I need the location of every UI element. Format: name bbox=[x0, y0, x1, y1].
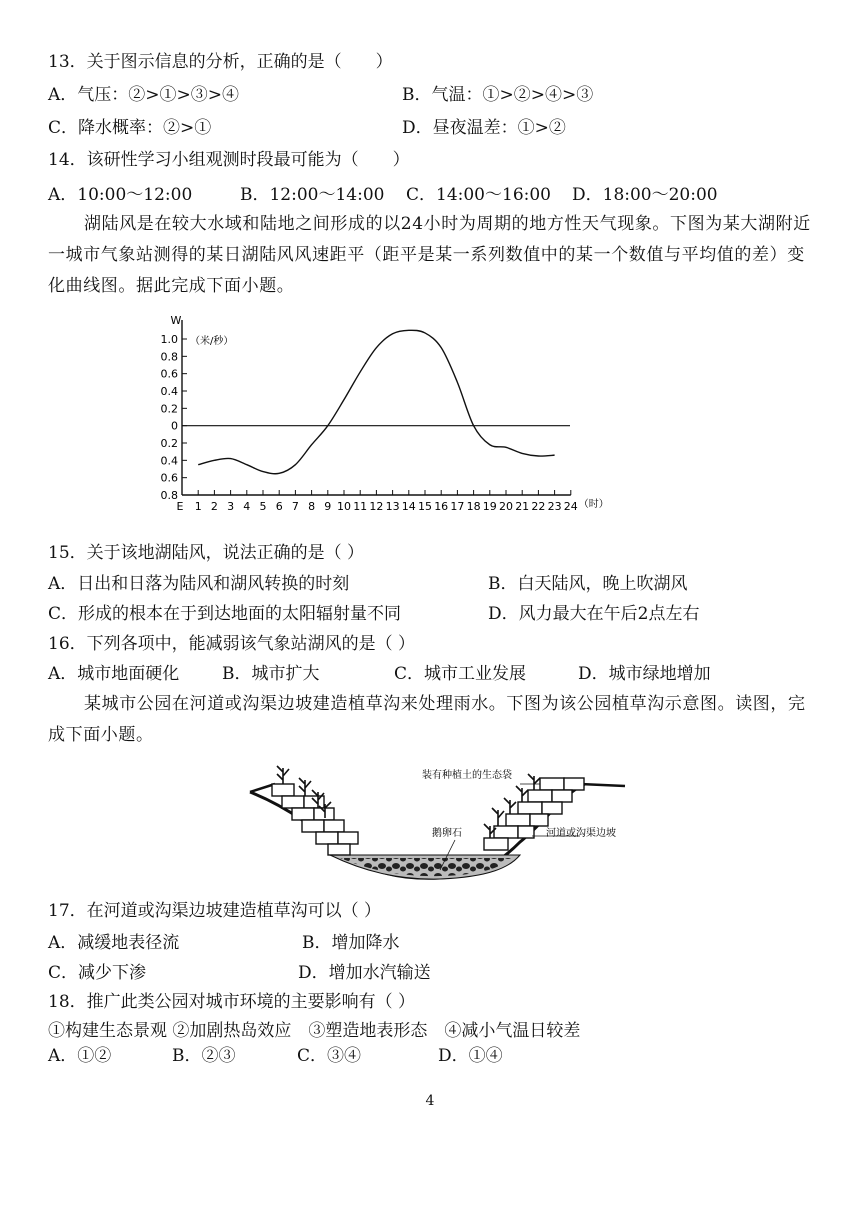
y-unit: （米/秒） bbox=[190, 336, 234, 347]
label-eco-bag: 装有种植土的生态袋 bbox=[422, 770, 512, 781]
q16-stem: 16．下列各项中，能减弱该气象站湖风的是（ ） bbox=[48, 634, 416, 654]
q15-option-a: A．日出和日落为陆风和湖风转换的时刻 bbox=[48, 574, 350, 594]
x-tick-label: 22 bbox=[531, 500, 546, 513]
q13-option-d: D．昼夜温差：①>② bbox=[402, 118, 566, 138]
q15-stem: 15．关于该地湖陆风，说法正确的是（ ） bbox=[48, 543, 365, 563]
q18-option-a: A．①② bbox=[48, 1046, 112, 1066]
q17-option-d: D．增加水汽输送 bbox=[298, 963, 431, 983]
q17-stem: 17．在河道或沟渠边坡建造植草沟可以（ ） bbox=[48, 901, 382, 921]
q13-option-a: A．气压：②>①>③>④ bbox=[48, 85, 240, 105]
x-tick-label: 10 bbox=[337, 500, 351, 513]
y-tick-label: 0 bbox=[171, 419, 178, 433]
x-tick-label: 12 bbox=[369, 500, 384, 513]
q14-option-b: B．12:00～14:00 bbox=[240, 185, 385, 205]
x-tick-label: 9 bbox=[324, 500, 332, 513]
intro-lake-land-breeze: 湖陆风是在较大水域和陆地之间形成的以24小时为周期的地方性天气现象。下图为某大湖附近一城市气象站测得的某日湖陆风风速距平（距平是某一系列数值中的某一个数值与平均值的差）变化曲线图。据此完成下面小题。 bbox=[48, 214, 811, 296]
page-number: 4 bbox=[425, 1093, 435, 1109]
x-tick-label: 23 bbox=[547, 500, 562, 513]
x-tick-label: 19 bbox=[482, 500, 497, 513]
q16-option-b: B．城市扩大 bbox=[222, 664, 320, 684]
y-tick-label: 1.0 bbox=[160, 333, 178, 346]
grass-swale-diagram bbox=[0, 762, 860, 892]
x-tick-label: 13 bbox=[385, 500, 400, 513]
left-eco-bags bbox=[272, 784, 358, 855]
q15-option-d: D．风力最大在午后2点左右 bbox=[488, 604, 700, 624]
y-tick-label: 0.4 bbox=[160, 454, 178, 468]
x-tick-label: 2 bbox=[210, 500, 218, 513]
q17-option-a: A．减缓地表径流 bbox=[48, 933, 180, 953]
x-tick-label: 6 bbox=[275, 500, 283, 513]
q17-option-b: B．增加降水 bbox=[302, 933, 400, 953]
y-tick-label: 0.8 bbox=[160, 489, 178, 502]
q13-option-b: B．气温：①>②>④>③ bbox=[402, 85, 594, 105]
x-tick-label: 17 bbox=[450, 500, 465, 513]
y-tick-label: 0.2 bbox=[160, 402, 178, 416]
q17-option-c: C．减少下渗 bbox=[48, 963, 147, 983]
label-pebbles: 鹅卵石 bbox=[432, 828, 462, 839]
wind-anomaly-series-line bbox=[198, 330, 554, 473]
x-tick-label: 3 bbox=[227, 500, 235, 513]
y-tick-label: 0.6 bbox=[160, 471, 178, 485]
x-tick-label: 7 bbox=[291, 500, 299, 513]
x-tick-label: 4 bbox=[243, 500, 251, 513]
wind-speed-anomaly-chart bbox=[0, 300, 860, 530]
x-unit: （时） bbox=[578, 499, 609, 510]
y-tick-label: 0.4 bbox=[160, 385, 178, 398]
label-slope: 河道或沟渠边坡 bbox=[546, 828, 616, 839]
x-tick-label: 5 bbox=[259, 500, 267, 513]
x-axis-name: E bbox=[176, 500, 184, 513]
x-tick-label: 20 bbox=[499, 500, 513, 513]
q15-option-b: B．白天陆风，晚上吹湖风 bbox=[488, 574, 688, 594]
y-tick-label: 0.8 bbox=[160, 350, 178, 364]
x-tick-label: 24 bbox=[563, 500, 578, 513]
x-tick-label: 21 bbox=[515, 500, 530, 513]
q18-stem: 18．推广此类公园对城市环境的主要影响有（ ） bbox=[48, 992, 416, 1012]
x-tick-label: 8 bbox=[308, 500, 316, 513]
q18-option-c: C．③④ bbox=[297, 1046, 362, 1066]
q15-option-c: C．形成的根本在于到达地面的太阳辐射量不同 bbox=[48, 604, 402, 624]
q13-option-c: C．降水概率：②>① bbox=[48, 118, 212, 138]
q18-option-d: D．①④ bbox=[438, 1046, 503, 1066]
q14-stem: 14．该研性学习小组观测时段最可能为（ ） bbox=[48, 150, 410, 170]
x-tick-label: 1 bbox=[194, 500, 202, 513]
q18-items: ①构建生态景观 ②加剧热岛效应 ③塑造地表形态 ④减小气温日较差 bbox=[48, 1021, 581, 1041]
x-tick-label: 15 bbox=[418, 500, 432, 513]
x-tick-label: 11 bbox=[353, 500, 368, 513]
q18-option-b: B．②③ bbox=[172, 1046, 236, 1066]
q14-option-d: D．18:00～20:00 bbox=[572, 185, 718, 205]
x-tick-label: 14 bbox=[401, 500, 416, 513]
q16-option-d: D．城市绿地增加 bbox=[578, 664, 711, 684]
q13-stem: 13．关于图示信息的分析，正确的是（ ） bbox=[48, 52, 393, 72]
q14-option-c: C．14:00～16:00 bbox=[406, 185, 551, 205]
q16-option-a: A．城市地面硬化 bbox=[48, 664, 180, 684]
y-axis-name: W bbox=[170, 314, 182, 327]
x-tick-label: 16 bbox=[434, 500, 449, 513]
intro-grass-swale: 某城市公园在河道或沟渠边坡建造植草沟来处理雨水。下图为该公园植草沟示意图。读图，完成下面小题。 bbox=[48, 694, 806, 745]
q14-option-a: A．10:00～12:00 bbox=[48, 185, 193, 205]
y-tick-label: 0.6 bbox=[160, 367, 178, 381]
x-tick-label: 18 bbox=[466, 500, 481, 513]
q16-option-c: C．城市工业发展 bbox=[394, 664, 527, 684]
y-tick-label: 0.2 bbox=[160, 437, 178, 450]
